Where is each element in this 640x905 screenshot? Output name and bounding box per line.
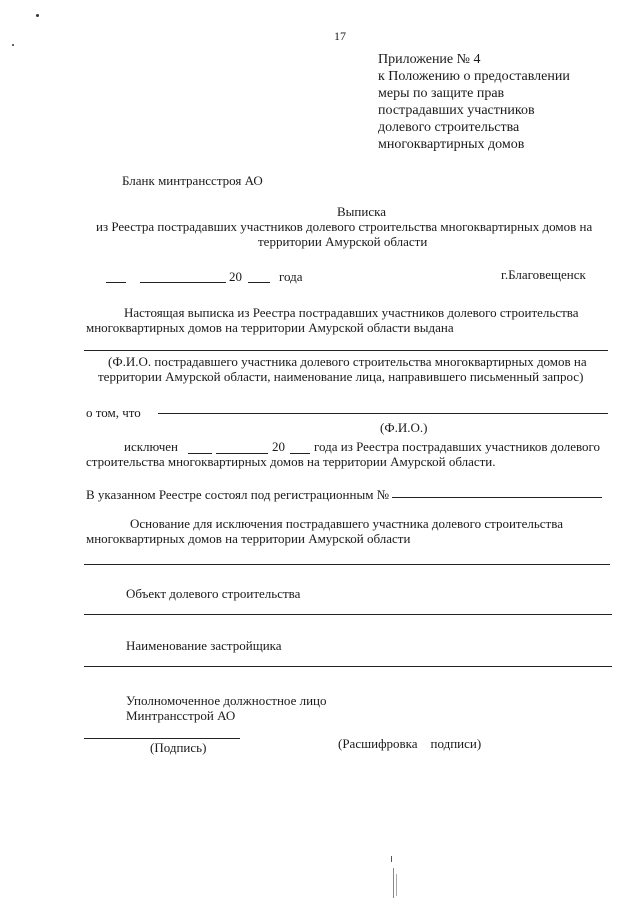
about-hint: (Ф.И.О.) (380, 420, 428, 435)
city-name: г.Благовещенск (501, 267, 586, 282)
signature-decode-label: (Расшифровка подписи) (338, 736, 482, 751)
scan-speck (12, 44, 14, 46)
recipient-hint-line1: (Ф.И.О. пострадавшего участника долевого строительства многоквартирных домов на (108, 354, 587, 369)
annex-line: к Положению о предоставлении (378, 69, 570, 84)
excluded-rest: года из Реестра пострадавших участников долевого (314, 439, 601, 454)
official-line1: Уполномоченное должностное лицо (126, 693, 327, 708)
annex-block (378, 51, 570, 153)
excluded-word: исключен (124, 439, 179, 454)
extract-subtitle-line1: из Реестра пострадавших участников долевого строительства многоквартирных домов на (96, 219, 593, 234)
about-label: о том, что (86, 405, 141, 420)
scan-mark (396, 874, 397, 896)
extract-title: Выписка (337, 204, 386, 219)
scan-mark (391, 856, 392, 862)
scan-mark (393, 868, 394, 898)
registry-label: В указанном Реестре состоял под регистрационным № (86, 487, 390, 502)
about-blank (158, 413, 608, 414)
statement-line2: многоквартирных домов на территории Амурской области выдана (86, 320, 454, 335)
date-year-blank (248, 282, 270, 283)
developer-blank (84, 666, 612, 667)
date-month-blank (140, 282, 226, 283)
recipient-hint-line2: территории Амурской области, наименование лица, направившего письменный запрос) (98, 369, 584, 384)
statement-line1: Настоящая выписка из Реестра пострадавших участников долевого строительства (124, 305, 579, 320)
date-year-prefix: 20 (229, 269, 242, 284)
basis-line2: многоквартирных домов на территории Амурской области (86, 531, 411, 546)
scan-speck (36, 14, 39, 17)
annex-title: Приложение № 4 (378, 52, 481, 67)
signature-label: (Подпись) (150, 740, 207, 755)
basis-blank (84, 564, 610, 565)
registry-number-blank (392, 497, 602, 498)
developer-label: Наименование застройщика (126, 638, 282, 653)
excluded-line2: строительства многоквартирных домов на территории Амурской области. (86, 454, 496, 469)
annex-line: многоквартирных домов (378, 137, 525, 152)
annex-line: меры по защите прав (378, 86, 505, 101)
recipient-blank (84, 350, 608, 351)
official-line2: Минтрансстрой АО (126, 708, 236, 723)
basis-line1: Основание для исключения пострадавшего участника долевого строительства (130, 516, 563, 531)
excluded-year-prefix: 20 (272, 439, 285, 454)
object-label: Объект долевого строительства (126, 586, 301, 601)
date-day-blank (106, 282, 126, 283)
extract-subtitle-line2: территории Амурской области (258, 234, 428, 249)
signature-blank (84, 738, 240, 739)
object-blank (84, 614, 612, 615)
annex-line: пострадавших участников (378, 103, 535, 118)
letterhead: Бланк минтрансстроя АО (122, 173, 263, 188)
date-year-word: года (279, 269, 303, 284)
annex-line: долевого строительства (378, 120, 520, 135)
page-number: 17 (334, 29, 346, 43)
